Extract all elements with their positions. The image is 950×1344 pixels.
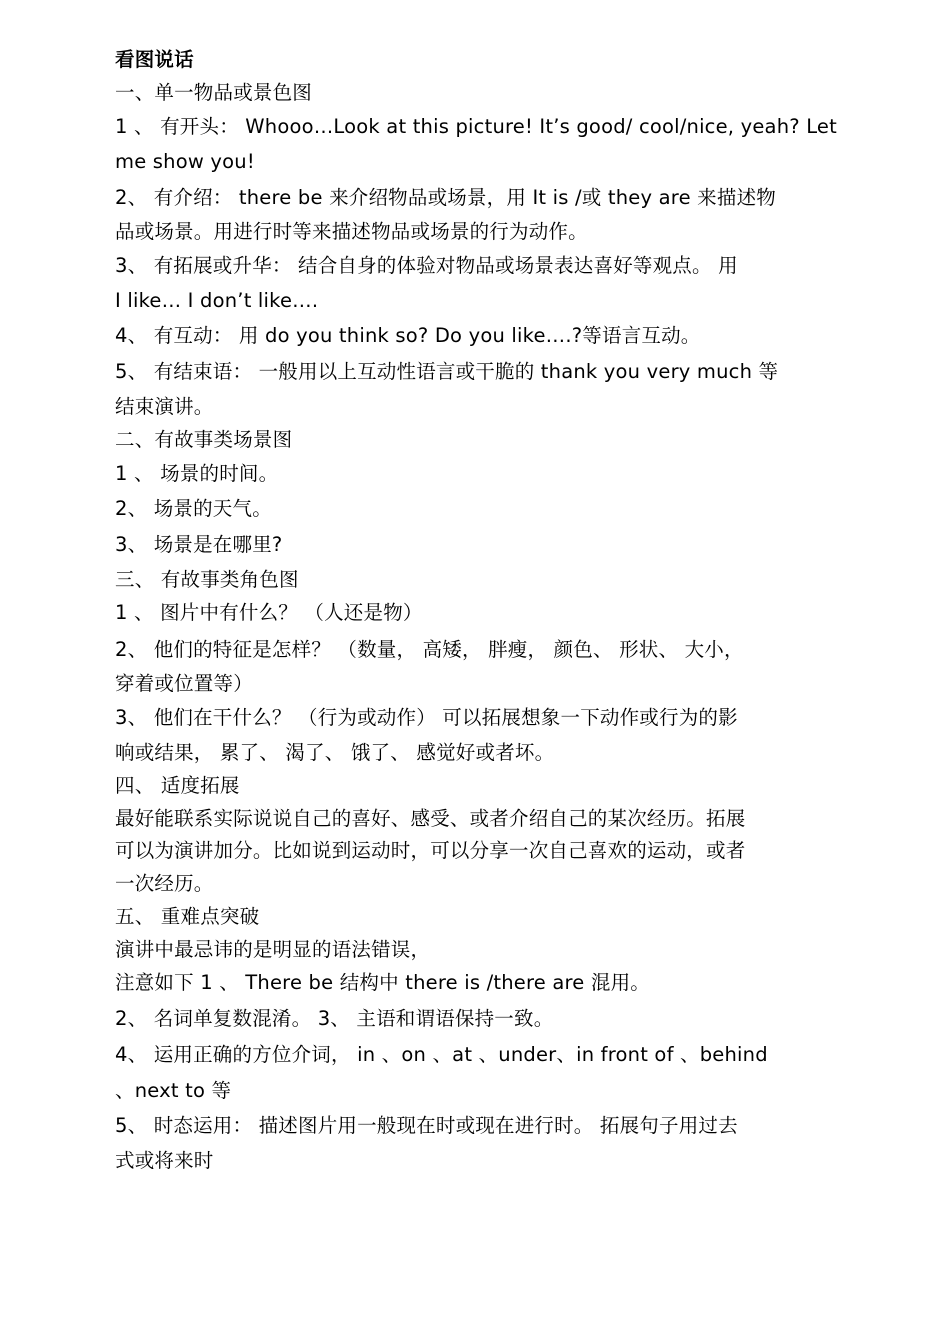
- text-line: 可以为演讲加分。比如说到运动时，可以分享一次自己喜欢的运动，或者: [115, 839, 746, 862]
- section-heading: 二、有故事类场景图: [115, 428, 293, 451]
- text-line: 注意如下 1 、 There be 结构中 there is /there are 混用。: [115, 971, 650, 994]
- text-line: I like… I don’t like….: [115, 289, 319, 312]
- text-line: 4、 运用正确的方位介词， in 、on 、at 、under、in front of 、behind: [115, 1043, 768, 1066]
- document-title: 看图说话: [115, 48, 194, 71]
- text-line: 品或场景。用进行时等来描述物品或场景的行为动作。: [115, 220, 588, 243]
- text-line: 1 、 图片中有什么？ （人还是物）: [115, 601, 423, 624]
- section-heading: 一、单一物品或景色图: [115, 81, 313, 104]
- text-line: 穿着或位置等）: [115, 672, 253, 695]
- text-line: 2、 名词单复数混淆。 3、 主语和谓语保持一致。: [115, 1007, 554, 1030]
- text-line: 4、 有互动： 用 do you think so? Do you like….?等语言互动。: [115, 324, 701, 347]
- text-line: 2、 场景的天气。: [115, 497, 272, 520]
- section-heading: 四、 适度拓展: [115, 774, 240, 797]
- text-line: 、next to 等: [115, 1079, 232, 1102]
- text-line: 3、 他们在干什么？ （行为或动作） 可以拓展想象一下动作或行为的影: [115, 706, 738, 729]
- text-line: 5、 时态运用： 描述图片用一般现在时或现在进行时。 拓展句子用过去: [115, 1114, 738, 1137]
- text-line: 2、 他们的特征是怎样？ （数量， 高矮， 胖瘦， 颜色、 形状、 大小，: [115, 638, 744, 661]
- text-line: 一次经历。: [115, 872, 214, 895]
- text-line: 2、 有介绍： there be 来介绍物品或场景，用 It is /或 they are 来描述物: [115, 186, 776, 209]
- text-line: 式或将来时: [115, 1149, 214, 1172]
- text-line: 5、 有结束语： 一般用以上互动性语言或干脆的 thank you very much 等: [115, 360, 779, 383]
- text-line: 3、 场景是在哪里?: [115, 533, 283, 556]
- text-line: 3、 有拓展或升华： 结合自身的体验对物品或场景表达喜好等观点。 用: [115, 254, 738, 277]
- text-line: 1 、 有开头： Whooo…Look at this picture! It’s good/ cool/nice, yeah? Let: [115, 115, 837, 138]
- section-heading: 三、 有故事类角色图: [115, 568, 299, 591]
- text-line: me show you!: [115, 150, 255, 173]
- text-line: 结束演讲。: [115, 395, 214, 418]
- text-line: 最好能联系实际说说自己的喜好、感受、或者介绍自己的某次经历。拓展: [115, 807, 746, 830]
- text-line: 响或结果， 累了、 渴了、 饿了、 感觉好或者坏。: [115, 741, 555, 764]
- text-line: 演讲中最忌讳的是明显的语法错误，: [115, 938, 431, 961]
- text-line: 1 、 场景的时间。: [115, 462, 279, 485]
- section-heading: 五、 重难点突破: [115, 905, 260, 928]
